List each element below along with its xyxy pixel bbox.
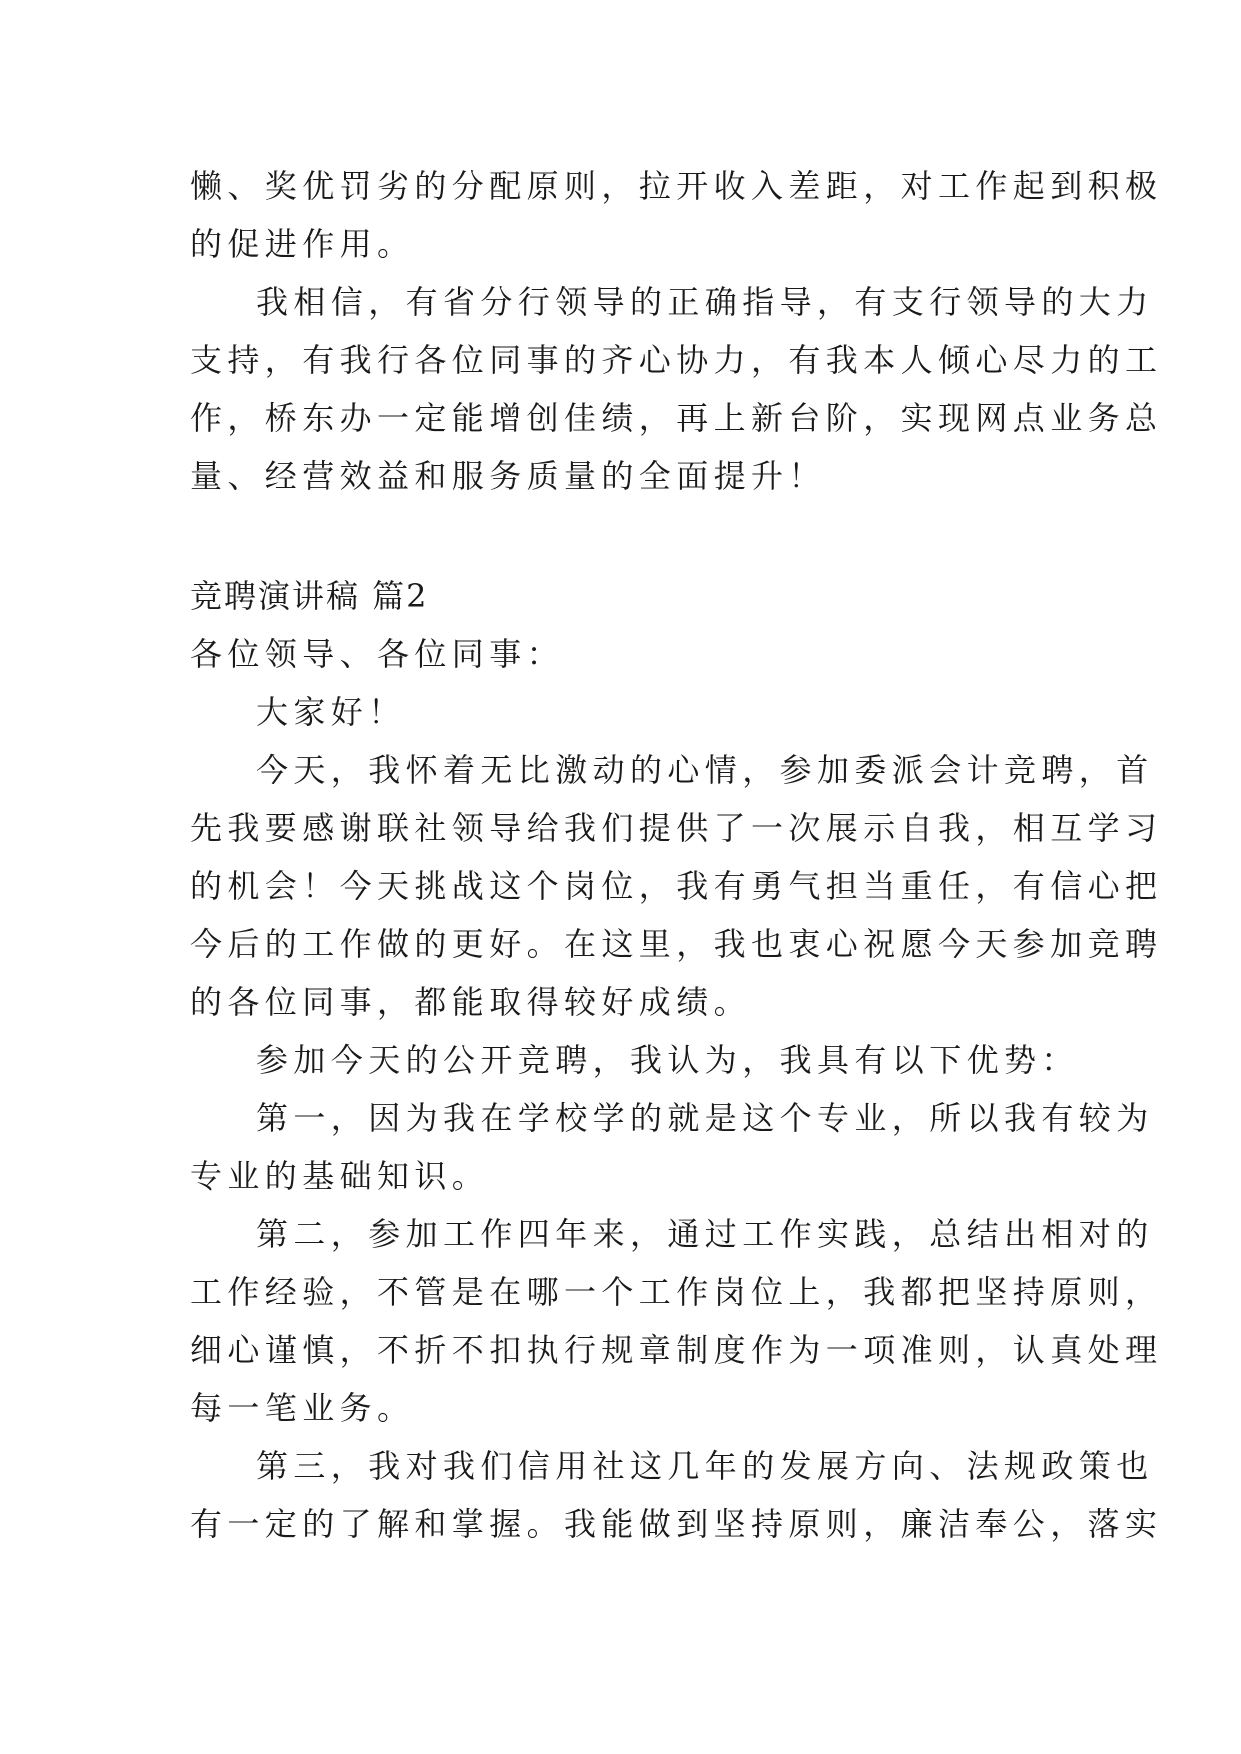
paragraph-line: 工作经验，不管是在哪一个工作岗位上，我都把坚持原则， (190, 1273, 1163, 1311)
paragraph-line: 的促进作用。 (190, 225, 415, 263)
paragraph-line: 量、经营效益和服务质量的全面提升！ (190, 457, 826, 495)
paragraph-line: 我相信，有省分行领导的正确指导，有支行领导的大力 (256, 283, 1154, 321)
paragraph-line: 第一，因为我在学校学的就是这个专业，所以我有较为 (256, 1099, 1154, 1137)
paragraph-line: 今后的工作做的更好。在这里，我也衷心祝愿今天参加竞聘 (190, 925, 1163, 963)
greeting: 大家好！ (256, 693, 406, 731)
paragraph-line: 专业的基础知识。 (190, 1157, 490, 1195)
paragraph-line: 的机会！今天挑战这个岗位，我有勇气担当重任，有信心把 (190, 867, 1163, 905)
paragraph-line: 每一笔业务。 (190, 1389, 415, 1427)
paragraph-line: 今天，我怀着无比激动的心情，参加委派会计竞聘，首 (256, 751, 1154, 789)
paragraph-line: 第三，我对我们信用社这几年的发展方向、法规政策也 (256, 1447, 1154, 1485)
paragraph-line: 懒、奖优罚劣的分配原则，拉开收入差距，对工作起到积极 (190, 167, 1163, 205)
paragraph-line: 第二，参加工作四年来，通过工作实践，总结出相对的 (256, 1215, 1154, 1253)
salutation: 各位领导、各位同事： (190, 635, 565, 673)
paragraph-line: 先我要感谢联社领导给我们提供了一次展示自我，相互学习 (190, 809, 1163, 847)
paragraph-line: 的各位同事，都能取得较好成绩。 (190, 983, 752, 1021)
paragraph-line: 细心谨慎，不折不扣执行规章制度作为一项准则，认真处理 (190, 1331, 1163, 1369)
paragraph-line: 参加今天的公开竞聘，我认为，我具有以下优势： (256, 1041, 1079, 1079)
paragraph-line: 支持，有我行各位同事的齐心协力，有我本人倾心尽力的工 (190, 341, 1163, 379)
paragraph-line: 有一定的了解和掌握。我能做到坚持原则，廉洁奉公，落实 (190, 1505, 1163, 1543)
paragraph-line: 作，桥东办一定能增创佳绩，再上新台阶，实现网点业务总 (190, 399, 1163, 437)
section-heading: 竞聘演讲稿 篇2 (190, 577, 429, 615)
